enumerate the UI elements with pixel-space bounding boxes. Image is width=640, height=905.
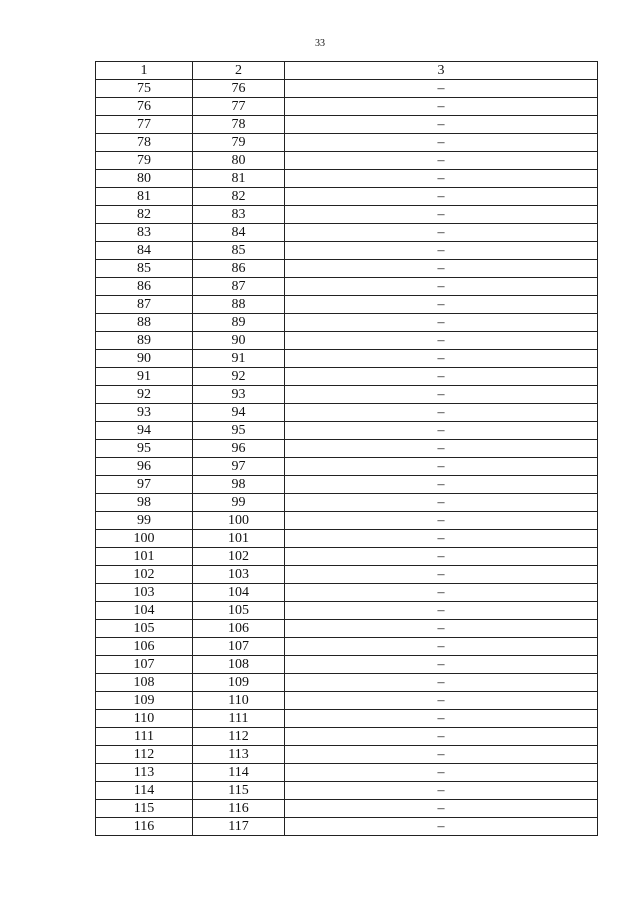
table-cell-col-3: – bbox=[285, 656, 598, 674]
data-table bbox=[95, 61, 598, 836]
table-row bbox=[96, 782, 598, 800]
table-cell-col-2: 112 bbox=[193, 728, 285, 746]
table-cell-col-2: 94 bbox=[193, 404, 285, 422]
table-row bbox=[96, 314, 598, 332]
table-cell-col-2: 102 bbox=[193, 548, 285, 566]
table-cell-col-1: 116 bbox=[96, 818, 193, 836]
table-row bbox=[96, 422, 598, 440]
table-cell-col-1: 115 bbox=[96, 800, 193, 818]
table-cell-col-1: 86 bbox=[96, 278, 193, 296]
table-cell-col-2: 109 bbox=[193, 674, 285, 692]
table-cell-col-1: 96 bbox=[96, 458, 193, 476]
table-cell-col-2: 100 bbox=[193, 512, 285, 530]
table-cell-col-1: 87 bbox=[96, 296, 193, 314]
table-cell-col-2: 107 bbox=[193, 638, 285, 656]
table-cell-col-3: – bbox=[285, 512, 598, 530]
table-cell-col-3: – bbox=[285, 764, 598, 782]
table-row bbox=[96, 764, 598, 782]
table-row bbox=[96, 638, 598, 656]
table-cell-col-1: 101 bbox=[96, 548, 193, 566]
table-cell-col-3: – bbox=[285, 350, 598, 368]
table-cell-col-3: – bbox=[285, 368, 598, 386]
table-row bbox=[96, 548, 598, 566]
table-cell-col-2: 86 bbox=[193, 260, 285, 278]
table-cell-col-1: 114 bbox=[96, 782, 193, 800]
table-row bbox=[96, 494, 598, 512]
table-row bbox=[96, 98, 598, 116]
table-row bbox=[96, 530, 598, 548]
table-cell-col-1: 91 bbox=[96, 368, 193, 386]
table-cell-col-3: – bbox=[285, 98, 598, 116]
table-cell-col-3: – bbox=[285, 332, 598, 350]
table-row bbox=[96, 746, 598, 764]
table-cell-col-3: – bbox=[285, 800, 598, 818]
table-cell-col-1: 98 bbox=[96, 494, 193, 512]
table-cell-col-3: – bbox=[285, 224, 598, 242]
table-cell-col-2: 95 bbox=[193, 422, 285, 440]
table-row bbox=[96, 728, 598, 746]
table-cell-col-2: 84 bbox=[193, 224, 285, 242]
table-row bbox=[96, 278, 598, 296]
table-row bbox=[96, 692, 598, 710]
table-row bbox=[96, 512, 598, 530]
table-cell-col-3: – bbox=[285, 728, 598, 746]
table-cell-col-3: – bbox=[285, 494, 598, 512]
table-cell-col-3: – bbox=[285, 404, 598, 422]
table-cell-col-2: 78 bbox=[193, 116, 285, 134]
table-cell-col-1: 112 bbox=[96, 746, 193, 764]
table-cell-col-3: – bbox=[285, 530, 598, 548]
table-cell-col-3: – bbox=[285, 260, 598, 278]
table-cell-col-3: – bbox=[285, 476, 598, 494]
table-row bbox=[96, 656, 598, 674]
table-cell-col-1: 76 bbox=[96, 98, 193, 116]
table-cell-col-3: – bbox=[285, 116, 598, 134]
table-cell-col-1: 108 bbox=[96, 674, 193, 692]
table-cell-col-2: 90 bbox=[193, 332, 285, 350]
table-cell-col-1: 94 bbox=[96, 422, 193, 440]
table-cell-col-2: 80 bbox=[193, 152, 285, 170]
table-cell-col-2: 106 bbox=[193, 620, 285, 638]
table-cell-col-2: 91 bbox=[193, 350, 285, 368]
table-row bbox=[96, 80, 598, 98]
table-cell-col-2: 87 bbox=[193, 278, 285, 296]
table-row bbox=[96, 350, 598, 368]
table-row bbox=[96, 296, 598, 314]
table-cell-col-2: 81 bbox=[193, 170, 285, 188]
table-row bbox=[96, 188, 598, 206]
table-cell-col-1: 90 bbox=[96, 350, 193, 368]
table-cell-col-1: 100 bbox=[96, 530, 193, 548]
table-row bbox=[96, 386, 598, 404]
table-row bbox=[96, 332, 598, 350]
table-cell-col-2: 111 bbox=[193, 710, 285, 728]
table-cell-col-1: 97 bbox=[96, 476, 193, 494]
table-cell-col-3: – bbox=[285, 80, 598, 98]
table-row bbox=[96, 458, 598, 476]
table-cell-col-2: 96 bbox=[193, 440, 285, 458]
table-row bbox=[96, 260, 598, 278]
table-cell-col-3: – bbox=[285, 710, 598, 728]
table-cell-col-1: 88 bbox=[96, 314, 193, 332]
table-cell-col-2: 82 bbox=[193, 188, 285, 206]
table-cell-col-3: – bbox=[285, 674, 598, 692]
table-cell-col-3: – bbox=[285, 440, 598, 458]
table-row bbox=[96, 242, 598, 260]
column-header-3: 3 bbox=[285, 62, 598, 80]
table-cell-col-3: – bbox=[285, 134, 598, 152]
table-cell-col-2: 93 bbox=[193, 386, 285, 404]
table-cell-col-3: – bbox=[285, 152, 598, 170]
table-cell-col-2: 117 bbox=[193, 818, 285, 836]
table-cell-col-2: 99 bbox=[193, 494, 285, 512]
table-cell-col-1: 107 bbox=[96, 656, 193, 674]
table-cell-col-1: 93 bbox=[96, 404, 193, 422]
table-cell-col-3: – bbox=[285, 314, 598, 332]
table-cell-col-1: 77 bbox=[96, 116, 193, 134]
table-cell-col-2: 88 bbox=[193, 296, 285, 314]
table-cell-col-2: 108 bbox=[193, 656, 285, 674]
table-row bbox=[96, 710, 598, 728]
table-cell-col-3: – bbox=[285, 548, 598, 566]
table-row bbox=[96, 602, 598, 620]
table-cell-col-3: – bbox=[285, 386, 598, 404]
table-cell-col-1: 84 bbox=[96, 242, 193, 260]
table-cell-col-1: 110 bbox=[96, 710, 193, 728]
table-row bbox=[96, 134, 598, 152]
table-row bbox=[96, 404, 598, 422]
table-header-row bbox=[96, 62, 598, 80]
table-cell-col-3: – bbox=[285, 188, 598, 206]
table-cell-col-1: 89 bbox=[96, 332, 193, 350]
table-cell-col-2: 110 bbox=[193, 692, 285, 710]
table-cell-col-2: 116 bbox=[193, 800, 285, 818]
table-cell-col-1: 79 bbox=[96, 152, 193, 170]
table-cell-col-3: – bbox=[285, 692, 598, 710]
table-cell-col-2: 115 bbox=[193, 782, 285, 800]
table-cell-col-1: 85 bbox=[96, 260, 193, 278]
table-cell-col-2: 103 bbox=[193, 566, 285, 584]
table-cell-col-2: 89 bbox=[193, 314, 285, 332]
table-cell-col-2: 79 bbox=[193, 134, 285, 152]
table-row bbox=[96, 818, 598, 836]
table-cell-col-3: – bbox=[285, 278, 598, 296]
table-cell-col-3: – bbox=[285, 422, 598, 440]
page-number: 33 bbox=[315, 38, 325, 49]
table-cell-col-2: 113 bbox=[193, 746, 285, 764]
table-cell-col-1: 80 bbox=[96, 170, 193, 188]
table-row bbox=[96, 224, 598, 242]
table-cell-col-1: 81 bbox=[96, 188, 193, 206]
table-cell-col-1: 105 bbox=[96, 620, 193, 638]
table-cell-col-3: – bbox=[285, 458, 598, 476]
table-cell-col-3: – bbox=[285, 584, 598, 602]
table-cell-col-2: 98 bbox=[193, 476, 285, 494]
table-cell-col-2: 114 bbox=[193, 764, 285, 782]
table-row bbox=[96, 116, 598, 134]
table-body bbox=[96, 80, 598, 836]
table-row bbox=[96, 674, 598, 692]
table-cell-col-1: 104 bbox=[96, 602, 193, 620]
table-row bbox=[96, 800, 598, 818]
table-cell-col-2: 76 bbox=[193, 80, 285, 98]
column-header-1: 1 bbox=[96, 62, 193, 80]
table-cell-col-3: – bbox=[285, 818, 598, 836]
table-row bbox=[96, 440, 598, 458]
column-header-2: 2 bbox=[193, 62, 285, 80]
table-cell-col-1: 95 bbox=[96, 440, 193, 458]
table-cell-col-3: – bbox=[285, 782, 598, 800]
table-cell-col-1: 106 bbox=[96, 638, 193, 656]
table-cell-col-3: – bbox=[285, 206, 598, 224]
table-cell-col-3: – bbox=[285, 746, 598, 764]
table-cell-col-2: 83 bbox=[193, 206, 285, 224]
table-cell-col-3: – bbox=[285, 566, 598, 584]
table-cell-col-1: 92 bbox=[96, 386, 193, 404]
table-cell-col-1: 109 bbox=[96, 692, 193, 710]
table-cell-col-1: 82 bbox=[96, 206, 193, 224]
table-row bbox=[96, 584, 598, 602]
table-row bbox=[96, 476, 598, 494]
table-cell-col-1: 78 bbox=[96, 134, 193, 152]
table-cell-col-2: 97 bbox=[193, 458, 285, 476]
table-cell-col-3: – bbox=[285, 170, 598, 188]
table-row bbox=[96, 206, 598, 224]
table-cell-col-2: 77 bbox=[193, 98, 285, 116]
table-cell-col-1: 102 bbox=[96, 566, 193, 584]
table-cell-col-2: 92 bbox=[193, 368, 285, 386]
table-cell-col-1: 111 bbox=[96, 728, 193, 746]
table-cell-col-3: – bbox=[285, 242, 598, 260]
table-row bbox=[96, 170, 598, 188]
table-cell-col-1: 103 bbox=[96, 584, 193, 602]
table-cell-col-2: 105 bbox=[193, 602, 285, 620]
table-cell-col-1: 113 bbox=[96, 764, 193, 782]
table-cell-col-3: – bbox=[285, 620, 598, 638]
table-cell-col-3: – bbox=[285, 638, 598, 656]
table-cell-col-3: – bbox=[285, 296, 598, 314]
table-cell-col-2: 85 bbox=[193, 242, 285, 260]
table-row bbox=[96, 620, 598, 638]
table-row bbox=[96, 368, 598, 386]
table-row bbox=[96, 152, 598, 170]
table-cell-col-2: 104 bbox=[193, 584, 285, 602]
table-cell-col-2: 101 bbox=[193, 530, 285, 548]
table-row bbox=[96, 566, 598, 584]
table-cell-col-3: – bbox=[285, 602, 598, 620]
table-cell-col-1: 99 bbox=[96, 512, 193, 530]
table-cell-col-1: 75 bbox=[96, 80, 193, 98]
table-cell-col-1: 83 bbox=[96, 224, 193, 242]
